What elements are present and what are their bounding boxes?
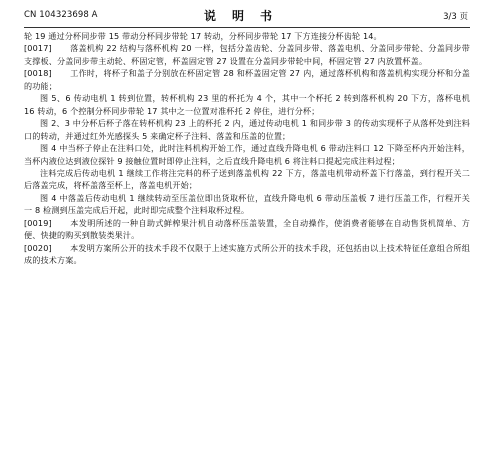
paragraph-number: [0017]: [24, 43, 52, 54]
page-header: [24, 6, 470, 24]
paragraph-number: [0019]: [24, 217, 52, 228]
paragraph-step-fig2-3: 图 2、3 中分杯后杯子落在转杯机构 23 上的杯托 2 内，通过传动电机 1 和同步带 3 的传动实现杯子从落杯处到注料口的转动，并通过红外光感探头 5 来确定杯子注料、落盖和压盖的位置；: [24, 118, 470, 141]
paragraph-number: [0018]: [24, 68, 52, 79]
paragraph-0019: [0019] 本发明所述的一种自助式鲜榨果汁机自动落杯压盖装置，全自动操作，使消费者能够在自动售货机简单、方便、快捷的购买到散装类果汁。: [24, 217, 470, 241]
header-divider: [24, 27, 470, 28]
paragraph-0018: [0018] 工作时，将杯子和盖子分别放在杯固定管 28 和杯盖固定管 27 内，通过落杯机构和落盖机构实现分杯和分盖的功能；: [24, 68, 470, 91]
document-title: 说 明 书: [204, 9, 275, 23]
paragraph-number: [0020]: [24, 242, 52, 253]
publication-number: CN 104323698 A: [24, 10, 98, 20]
paragraph-step-fig5-6: 图 5、6 传动电机 1 转到位置，转杯机构 23 里的杯托为 4 个，其中一个杯托 2 转到落杯机构 20 下方，落杯电机 16 转动，6 个控制分杯同步带轮 17 其中之一位置对准杯托 2 停住，进行分杯；: [24, 93, 470, 116]
paragraph-step-lid-drop: 注料完成后传动电机 1 继续工作将注完料的杯子送到落盖机构 22 下方，落盖电机带动杯盖下行落盖，到行程开关二后落盖完成，将杯盖落至杯上，落盖电机开始；: [24, 167, 470, 191]
paragraph-0017: [0017] 落盖机构 22 结构与落杯机构 20 一样，包括分盖齿轮、分盖同步带、落盖电机、分盖同步带轮、分盖同步带支撑板、分盖同步带主动轮、杯固定管，杯盖固定管 27 设置在分盖同步带轮中间，杯固定管 27 内放置杯盖。: [24, 43, 470, 66]
paragraph-0020: [0020] 本发明方案所公开的技术手段不仅限于上述实施方式所公开的技术手段，还包括由以上技术特征任意组合所组成的技术方案。: [24, 242, 470, 266]
paragraph-continuation: 轮 19 通过分杯同步带 15 带动分杯同步带轮 17 转动，分杯同步带轮 17 下方连接分杯齿轮 14。: [24, 31, 382, 41]
document-body: [24, 30, 470, 267]
page-number: 3/3 页: [443, 12, 468, 22]
paragraph-step-fig4-press: 图 4 中落盖后传动电机 1 继续转动至压盖位即出货取杯位，直线升降电机 6 带动压盖板 7 进行压盖工作，行程开关一 8 检测到压盖完成后开起，此时即完成整个注料取杯过程。: [24, 192, 470, 216]
paragraph-step-fig4-fill: 图 4 中当杯子停止在注料口处，此时注料机构开始工作，通过直线升降电机 6 带动注料口 12 下降至杯内开始注料，当杯内液位达到液位探针 9 接触位置时即停止注料，之后直线升降电机 6 将注料口提起完成注料过程；: [24, 143, 470, 166]
